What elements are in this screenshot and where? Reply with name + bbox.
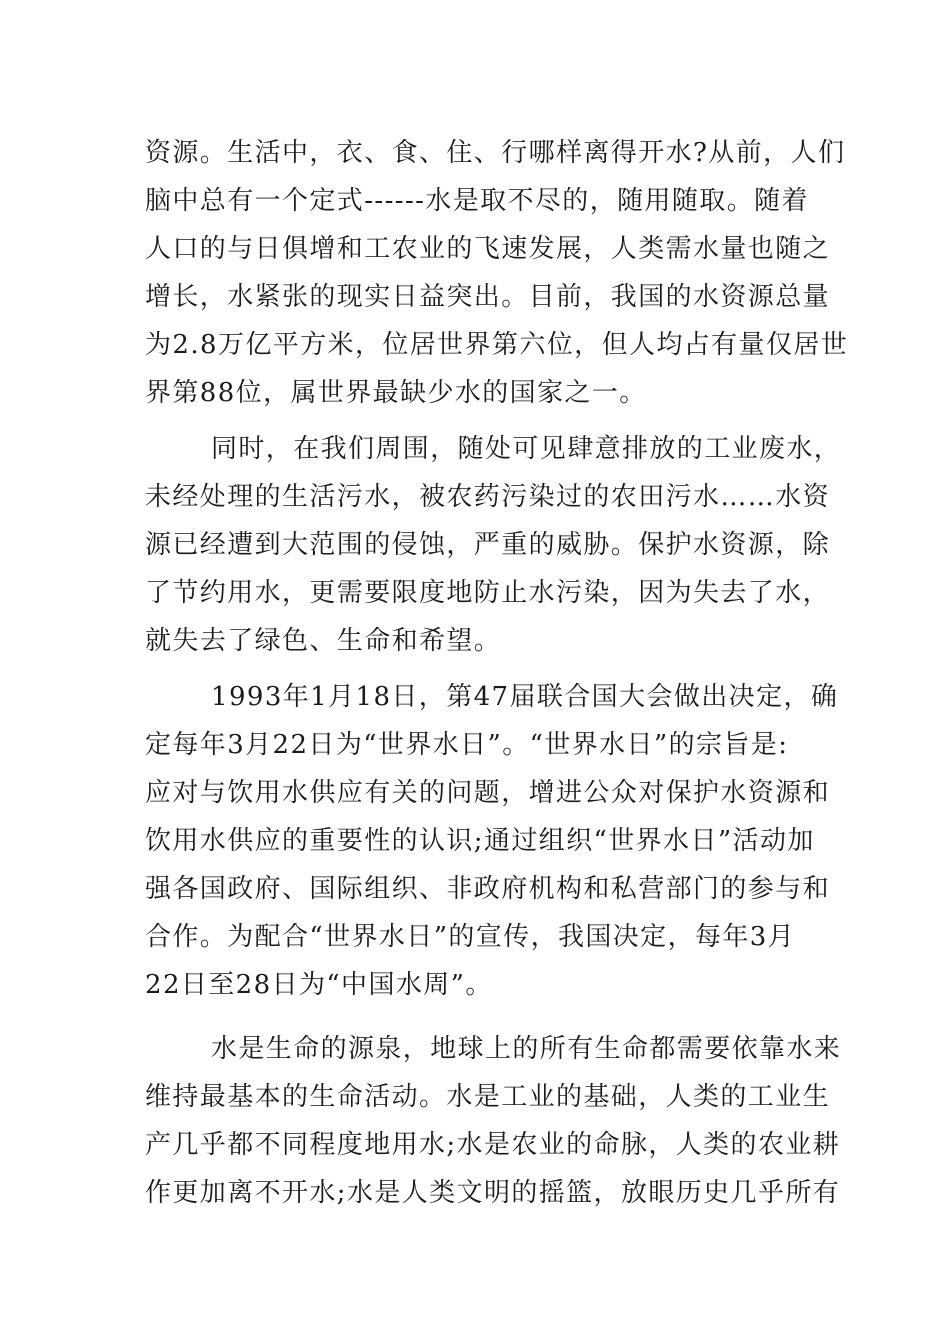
paragraph-2-line-1: 同时，在我们周围，随处可见肆意排放的工业废水，: [211, 434, 842, 464]
paragraph-3-line-7: 22日至28日为“中国水周”。: [145, 970, 493, 1000]
paragraph-1-line-1: 资源。生活中，衣、食、住、行哪样离得开水?从前，人们: [145, 138, 846, 168]
paragraph-4-line-2: 维持最基本的生命活动。水是工业的基础，人类的工业生: [145, 1082, 831, 1112]
paragraph-3-line-2: 定每年3月22日为“世界水日”。“世界水日”的宗旨是:: [145, 730, 789, 760]
paragraph-1-line-2: 脑中总有一个定式------水是取不尽的，随用随取。随着: [145, 186, 809, 216]
paragraph-3-line-5: 强各国政府、国际组织、非政府机构和私营部门的参与和: [145, 874, 831, 904]
paragraph-3-line-3: 应对与饮用水供应有关的问题，增进公众对保护水资源和: [145, 778, 831, 808]
paragraph-4-line-4: 作更加离不开水;水是人类文明的摇篮，放眼历史几乎所有: [145, 1178, 841, 1208]
paragraph-3-line-6: 合作。为配合“世界水日”的宣传，我国决定，每年3月: [145, 922, 796, 952]
paragraph-2-line-3: 源已经遭到大范围的侵蚀，严重的威胁。保护水资源，除: [145, 530, 831, 560]
paragraph-4-line-1: 水是生命的源泉，地球上的所有生命都需要依靠水来: [211, 1034, 842, 1064]
paragraph-1-line-6: 界第88位，属世界最缺少水的国家之一。: [145, 378, 647, 408]
paragraph-2-line-2: 未经处理的生活污水，被农药污染过的农田污水……水资: [145, 482, 831, 512]
paragraph-1-line-3: 人口的与日俱增和工农业的飞速发展，人类需水量也随之: [145, 234, 831, 264]
paragraph-1-line-4: 增长，水紧张的现实日益突出。目前，我国的水资源总量: [145, 282, 831, 312]
paragraph-3-line-1: 1993年1月18日，第47届联合国大会做出决定，确: [211, 682, 839, 712]
paragraph-3-line-4: 饮用水供应的重要性的认识;通过组织“世界水日”活动加: [145, 826, 815, 856]
paragraph-4-line-3: 产几乎都不同程度地用水;水是农业的命脉，人类的农业耕: [145, 1130, 841, 1160]
paragraph-1-line-5: 为2.8万亿平方米，位居世界第六位，但人均占有量仅居世: [145, 330, 849, 360]
paragraph-2-line-4: 了节约用水，更需要限度地防止水污染，因为失去了水，: [145, 578, 831, 608]
paragraph-2-line-5: 就失去了绿色、生命和希望。: [145, 626, 502, 656]
